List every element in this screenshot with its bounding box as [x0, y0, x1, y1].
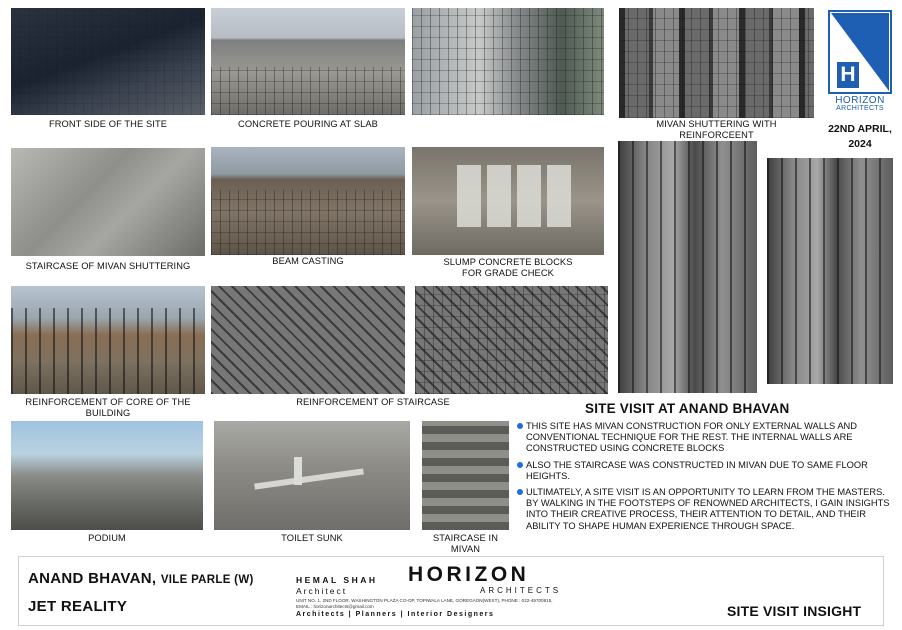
architect-role: Architect — [296, 586, 348, 596]
photo-podium — [11, 421, 203, 530]
photo-toilet-sunk — [214, 421, 410, 530]
caption-core-reinforcement-text: REINFORCEMENT OF CORE OF THE BUILDING — [25, 397, 191, 418]
client-name: JET REALITY — [28, 598, 128, 615]
bullet-text: ALSO THE STAIRCASE WAS CONSTRUCTED IN MIVAN DUE TO SAME FLOOR HEIGHTS. — [526, 459, 868, 481]
project-location: VILE PARLE (W) — [160, 574, 254, 586]
site-visit-heading: SITE VISIT AT ANAND BHAVAN — [585, 401, 790, 416]
bullet-item — [517, 460, 893, 482]
caption-slump-blocks — [412, 257, 604, 279]
visit-date-line2: 2024 — [848, 138, 872, 150]
project-title — [28, 570, 254, 587]
visit-date — [822, 122, 898, 152]
visit-date-line1: 22ND APRIL, — [828, 123, 892, 135]
caption-front-side: FRONT SIDE OF THE SITE — [48, 119, 168, 129]
logo-line1: HORIZON — [835, 95, 885, 106]
caption-beam-casting: BEAM CASTING — [272, 256, 344, 266]
photo-staircase-reinforcement-right — [415, 286, 608, 394]
bullet-dot-icon — [517, 423, 523, 429]
caption-toilet-sunk: TOILET SUNK — [281, 533, 343, 543]
caption-mivan-shuttering-text: MIVAN SHUTTERING WITH REINFORCEENT — [656, 119, 777, 140]
photo-mivan-shuttering — [619, 8, 814, 118]
caption-staircase-mivan-shuttering: STAIRCASE OF MIVAN SHUTTERING — [25, 261, 191, 271]
photo-workers-site — [412, 8, 604, 115]
caption-staircase-reinforcement: REINFORCEMENT OF STAIRCASE — [296, 397, 450, 407]
site-visit-bullets — [517, 421, 893, 537]
firm-subtitle: ARCHITECTS — [480, 586, 562, 595]
photo-mivan-tall-right — [767, 158, 893, 384]
photo-staircase-mivan-shuttering — [11, 148, 205, 256]
project-name: ANAND BHAVAN, — [28, 570, 157, 587]
bullet-item — [517, 487, 893, 532]
site-visit-insight-label: SITE VISIT INSIGHT — [727, 603, 862, 619]
bullet-text: ULTIMATELY, A SITE VISIT IS AN OPPORTUNITY TO LEARN FROM THE MASTERS. BY WALKING IN THE FOOTSTEPS OF RENOWNED ARCHITECTS, I GAIN INSIGHTS INTO THEIR CREATIVE PROCESS, THEIR ATTENTION TO DETAIL, AND THEIR ABILITY TO SHAPE HUMAN EXPERIENCE THROUGH SPACE. — [526, 487, 890, 531]
photo-beam-casting — [211, 147, 405, 255]
photo-core-reinforcement — [11, 286, 205, 394]
bullet-dot-icon — [517, 462, 523, 468]
photo-concrete-pouring — [211, 8, 405, 115]
caption-core-reinforcement — [11, 397, 205, 419]
caption-staircase-in-mivan — [416, 533, 515, 555]
horizon-logo — [828, 10, 892, 113]
firm-name: HORIZON — [408, 563, 530, 586]
photo-front-side — [11, 8, 205, 115]
caption-mivan-shuttering — [619, 119, 814, 141]
caption-slump-blocks-text: SLUMP CONCRETE BLOCKS FOR GRADE CHECK — [443, 257, 573, 278]
caption-concrete-pouring: CONCRETE POURING AT SLAB — [238, 119, 378, 129]
photo-staircase-in-mivan — [422, 421, 509, 530]
caption-staircase-in-mivan-text: STAIRCASE IN MIVAN — [432, 533, 499, 554]
firm-services: Architects | Planners | Interior Designers — [296, 611, 495, 618]
logo-line2: ARCHITECTS — [836, 105, 884, 112]
logo-letter: H — [840, 63, 856, 86]
firm-address: UNIT NO. 1, 2ND FLOOR, WASHINGTON PLAZA CO-OP, TOPIWALA LANE, GOREGAON(WEST), PHONE : 022-49700915, EMAIL : horizonarchitects@gmail.com — [296, 598, 553, 609]
caption-podium: PODIUM — [88, 533, 126, 543]
bullet-text: THIS SITE HAS MIVAN CONSTRUCTION FOR ONLY EXTERNAL WALLS AND CONVENTIONAL TECHNIQUE FOR THE REST. THE INTERNAL WALLS ARE CONSTRUCTED USING CONCRETE BLOCKS — [526, 421, 857, 454]
architect-name: HEMAL SHAH — [296, 575, 378, 585]
photo-staircase-reinforcement-left — [211, 286, 405, 394]
bullet-dot-icon — [517, 489, 523, 495]
bullet-item — [517, 421, 893, 455]
photo-mivan-tall-left — [618, 141, 757, 393]
photo-slump-blocks — [412, 147, 604, 255]
